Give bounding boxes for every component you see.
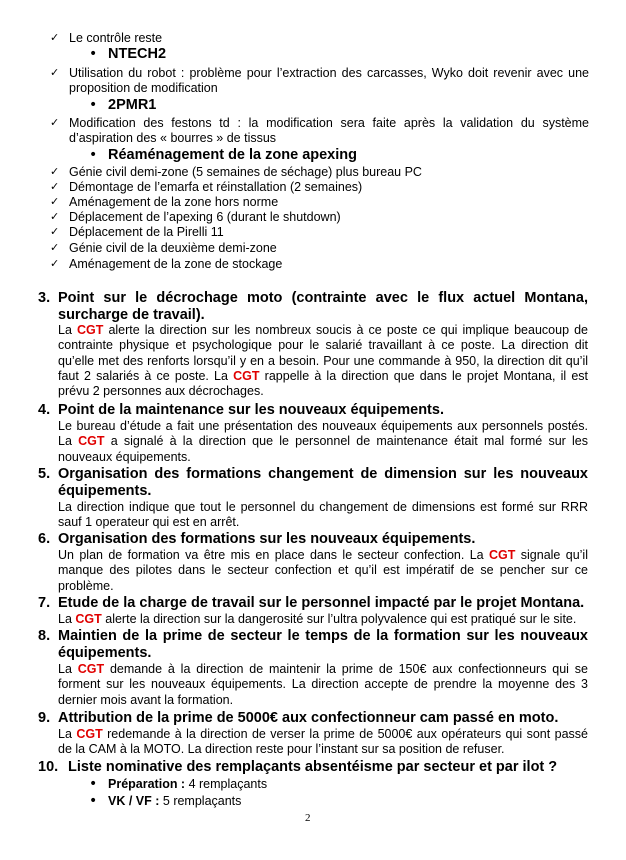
page-number: 2 [305,812,311,824]
checklist-item: Déplacement de l’apexing 6 (durant le shutdown) [69,210,341,224]
body-line: La CGT alerte la direction sur la dangerosité sur l’ultra polyvalence qui est pratiqué sur le site. [58,612,577,626]
checklist-item: Démontage de l’emarfa et réinstallation (2 semaines) [69,180,363,194]
section-title-continuation: équipements. [58,645,152,661]
checklist-item-continuation: proposition de modification [69,81,218,95]
bullet-icon: • [89,793,98,809]
body-line: Un plan de formation va être mis en place dans le secteur confection. La CGT signale qu’il [58,548,588,562]
body-line: prévu 2 personnes aux décrochages. [58,384,264,399]
check-icon: ✓ [50,195,60,208]
cgt-label: CGT [489,548,516,562]
body-line: La CGT a signalé à la direction que le personnel de maintenance était mal formé sur les [58,434,588,449]
section-5-body [58,500,588,531]
section-7-body [58,612,588,627]
section-title: Etude de la charge de travail sur le personnel impacté par le projet Montana. [58,595,585,611]
section-number: 3. [38,290,51,306]
body-line: La CGT redemande à la direction de verser la prime de 5000€ aux opérateurs qui sont passé [58,727,588,741]
check-icon: ✓ [50,257,60,270]
section-number: 8. [38,628,51,644]
section-number: 9. [38,710,51,726]
section-title: Organisation des formations changement de dimension sur les nouveaux [58,466,588,482]
section-number: 10. [38,759,59,775]
check-icon: ✓ [50,241,60,254]
section-number: 5. [38,466,51,482]
section-title: Maintien de la prime de secteur le temps de la formation sur les nouveaux [58,628,588,644]
section-title: Organisation des formations sur les nouveaux équipements. [58,531,476,547]
section-6-body [58,548,588,594]
section-title-continuation: surcharge de travail). [58,307,205,323]
check-icon: ✓ [50,66,60,79]
section-title: Point de la maintenance sur les nouveaux équipements. [58,402,444,418]
checklist-item: Aménagement de la zone hors norme [69,195,279,209]
cgt-label: CGT [78,434,105,449]
check-icon: ✓ [50,180,60,193]
checklist-item: Le contrôle reste [69,31,163,45]
body-line: La direction indique que tout le personnel du changement de dimensions est formé sur RRR [58,500,588,514]
check-icon: ✓ [50,116,60,129]
body-line: Le bureau d’étude a fait une présentation des nouveaux équipements aux personnels postés. [58,419,588,433]
body-line: faut 2 salariés à ce poste. La CGT rappelle à la direction que dans le projet Montana, il est [58,368,588,383]
cgt-label: CGT [75,612,102,626]
checklist-item: Aménagement de la zone de stockage [69,257,283,271]
cgt-label: CGT [76,727,103,741]
section-9-body [58,727,588,758]
bullet-icon: • [89,776,98,792]
check-icon: ✓ [50,165,60,178]
bullet-icon: • [89,97,98,113]
body-line: forment sur les nouveaux équipements. La direction accepte de prendre la moyenne des 3 [58,677,588,692]
section-number: 6. [38,531,51,547]
body-line: sauf 1 operateur qui est en arrêt. [58,515,240,530]
body-line: manque des pilotes dans le secteur confection et qu’il est impératif de se pencher sur ce [58,563,588,578]
check-icon: ✓ [50,210,60,223]
subheading-2pmr1: 2PMR1 [108,97,157,113]
section-number: 7. [38,595,51,611]
section-title: Attribution de la prime de 5000€ aux confectionneur cam passé en moto. [58,710,559,726]
bullet-icon: • [89,46,98,62]
checklist-item: Génie civil demi-zone (5 semaines de séchage) plus bureau PC [69,165,422,179]
section-title: Point sur le décrochage moto (contrainte avec le flux actuel Montana, [58,290,588,306]
checklist-item: Utilisation du robot : problème pour l’extraction des carcasses, Wyko doit revenir avec une [69,66,589,80]
section-title: Liste nominative des remplaçants absentéisme par secteur et par ilot ? [68,759,558,775]
checklist-item: Modification des festons td : la modification sera faite après la validation du système [69,116,589,130]
body-line: La CGT demande à la direction de maintenir la prime de 150€ aux confectionneurs qui se [58,662,588,676]
subheading-apexing: Réaménagement de la zone apexing [108,147,357,163]
section-3-body [58,323,588,399]
body-line: de la CAM à la MOTO. La direction reste pour l’instant sur sa position de refuser. [58,742,505,757]
section-title-continuation: équipements. [58,483,152,499]
checklist-item: Déplacement de la Pirelli 11 [69,225,224,239]
cgt-label: CGT [76,323,104,337]
checklist-item: Génie civil de la deuxième demi-zone [69,241,277,255]
check-icon: ✓ [50,31,60,44]
body-line: contrainte physique et psychologique pour le salarié travaillant à ce poste. La direction dit [58,338,588,353]
list-item: VK / VF : 5 remplaçants [108,794,242,808]
body-line: qu’elle met des renforts lorsqu’il y en a besoin. Pour une commande à 950, la direction dit qu’il [58,353,588,368]
bullet-icon: • [89,147,98,163]
section-8-body [58,662,588,708]
body-line: problème. [58,578,114,593]
list-item: Préparation : 4 remplaçants [108,777,268,791]
section-4-body [58,419,588,465]
cgt-label: CGT [77,662,105,676]
body-line: La CGT alerte la direction sur les nombreux soucis à ce poste ce qui implique beaucoup de [58,323,588,337]
body-line: dernier mois avant la formation. [58,692,234,707]
cgt-label: CGT [233,368,260,383]
body-line: nouveaux équipements. [58,449,191,464]
check-icon: ✓ [50,225,60,238]
section-number: 4. [38,402,51,418]
checklist-item-continuation: d’aspiration des « bourres » de tissus [69,131,277,145]
subheading-ntech2: NTECH2 [108,46,167,62]
